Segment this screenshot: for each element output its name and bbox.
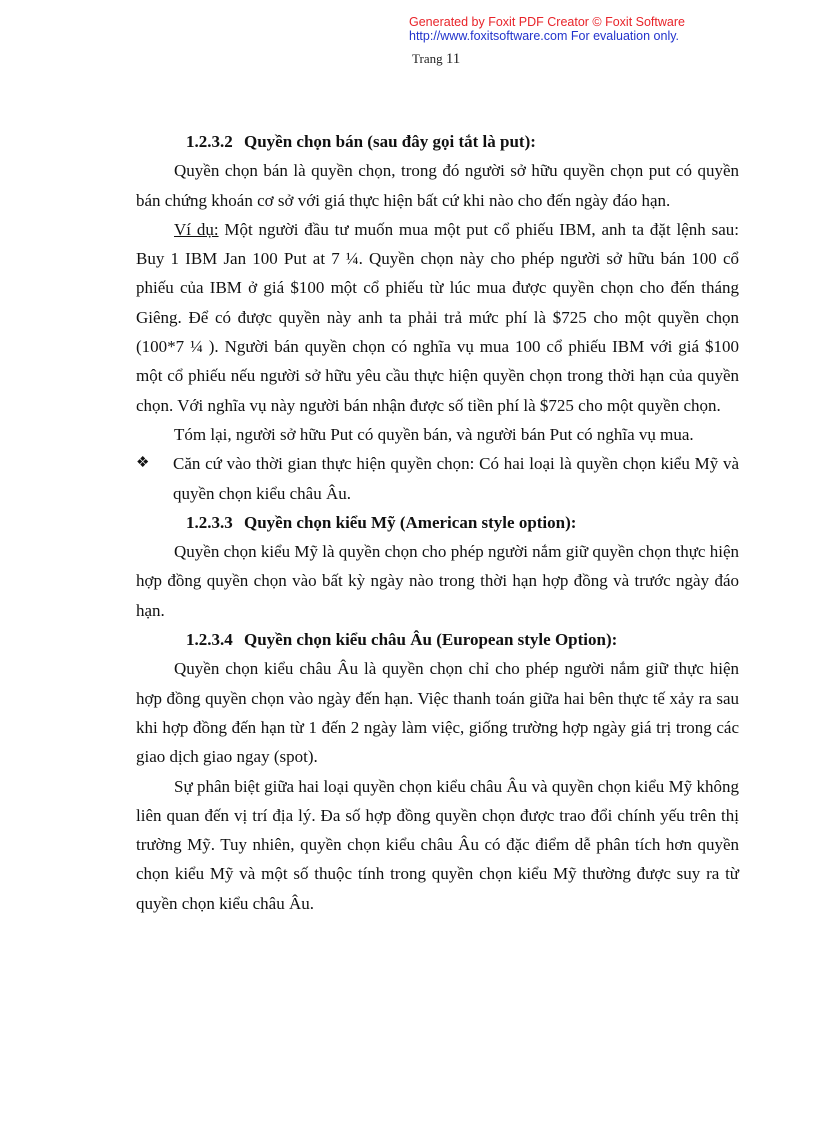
- section-heading-american: [136, 508, 739, 537]
- watermark-line-2: http://www.foxitsoftware.com For evaluation only.: [409, 29, 680, 43]
- bullet-text: Căn cứ vào thời gian thực hiện quyền chọn: Có hai loại là quyền chọn kiểu Mỹ và quyền chọn kiểu châu Âu.: [173, 454, 739, 503]
- paragraph-european: Quyền chọn kiểu châu Âu là quyền chọn chỉ cho phép người nắm giữ thực hiện hợp đồng quyền chọn vào ngày đến hạn. Việc thanh toán giữa hai bên thực tế xảy ra sau khi hợp đồng đến hạn từ 1 đến 2 ngày làm việc, giống trường hợp ngày giá trị trong các giao dịch giao ngay (spot).: [136, 659, 739, 767]
- paragraph-summary: Tóm lại, người sở hữu Put có quyền bán, và người bán Put có nghĩa vụ mua.: [174, 424, 694, 444]
- paragraph-american: Quyền chọn kiểu Mỹ là quyền chọn cho phép người nắm giữ quyền chọn thực hiện hợp đồng quyền chọn vào bất kỳ ngày nào trong thời hạn hợp đồng và trước ngày đáo hạn.: [136, 542, 739, 620]
- section-number: 1.2.3.3: [186, 512, 233, 532]
- page-number-value: 11: [445, 51, 461, 67]
- paragraph-put-definition: Quyền chọn bán là quyền chọn, trong đó người sở hữu quyền chọn put có quyền bán chứng khoán cơ sở với giá thực hiện bất cứ khi nào cho đến ngày đáo hạn.: [136, 161, 739, 210]
- page-number: [412, 51, 460, 68]
- example-label: Ví dụ:: [174, 219, 219, 239]
- example-text: Một người đầu tư muốn mua một put cổ phiếu IBM, anh ta đặt lệnh sau: Buy 1 IBM Jan 100 Put at 7 ¼. Quyền chọn này cho phép người sở hữu bán 100 cổ phiếu của IBM ở giá $100 một cổ phiếu từ lúc mua được quyền chọn cho đến tháng Giêng. Để có được quyền này anh ta phải trả mức phí là $725 cho một quyền chọn (100*7 ¼ ). Người bán quyền chọn có nghĩa vụ mua 100 cổ phiếu IBM với giá $100 một cổ phiếu nếu người sở hữu yêu cầu thực hiện quyền chọn trong thời hạn của quyền chọn. Với nghĩa vụ này người bán nhận được số tiền phí là $725 cho một quyền chọn.: [136, 219, 739, 415]
- section-title: Quyền chọn kiểu châu Âu (European style Option):: [244, 630, 618, 650]
- foxit-watermark: [409, 15, 685, 43]
- section-title: Quyền chọn bán (sau đây gọi tắt là put):: [244, 132, 536, 151]
- paragraph-example: [136, 215, 739, 420]
- section-heading-european: [136, 625, 739, 654]
- document-body: [136, 127, 739, 918]
- page-label: Trang: [412, 51, 443, 66]
- bullet-item: [136, 449, 739, 508]
- watermark-line-1: Generated by Foxit PDF Creator © Foxit Software: [409, 15, 685, 29]
- diamond-bullet-icon: ❖: [136, 455, 150, 472]
- section-number: 1.2.3.2: [186, 132, 233, 151]
- paragraph-comparison: Sự phân biệt giữa hai loại quyền chọn kiểu châu Âu và quyền chọn kiểu Mỹ không liên quan đến vị trí địa lý. Đa số hợp đồng quyền chọn được trao đổi chính yếu trên thị trường Mỹ. Tuy nhiên, quyền chọn kiểu châu Âu có đặc điểm dễ phân tích hơn quyền chọn kiểu Mỹ và một số thuộc tính trong quyền chọn kiểu Mỹ thường được suy ra từ quyền chọn kiểu châu Âu.: [136, 776, 739, 913]
- section-number: 1.2.3.4: [186, 630, 233, 650]
- section-title: Quyền chọn kiểu Mỹ (American style option):: [244, 512, 577, 532]
- section-heading-put: [136, 127, 739, 156]
